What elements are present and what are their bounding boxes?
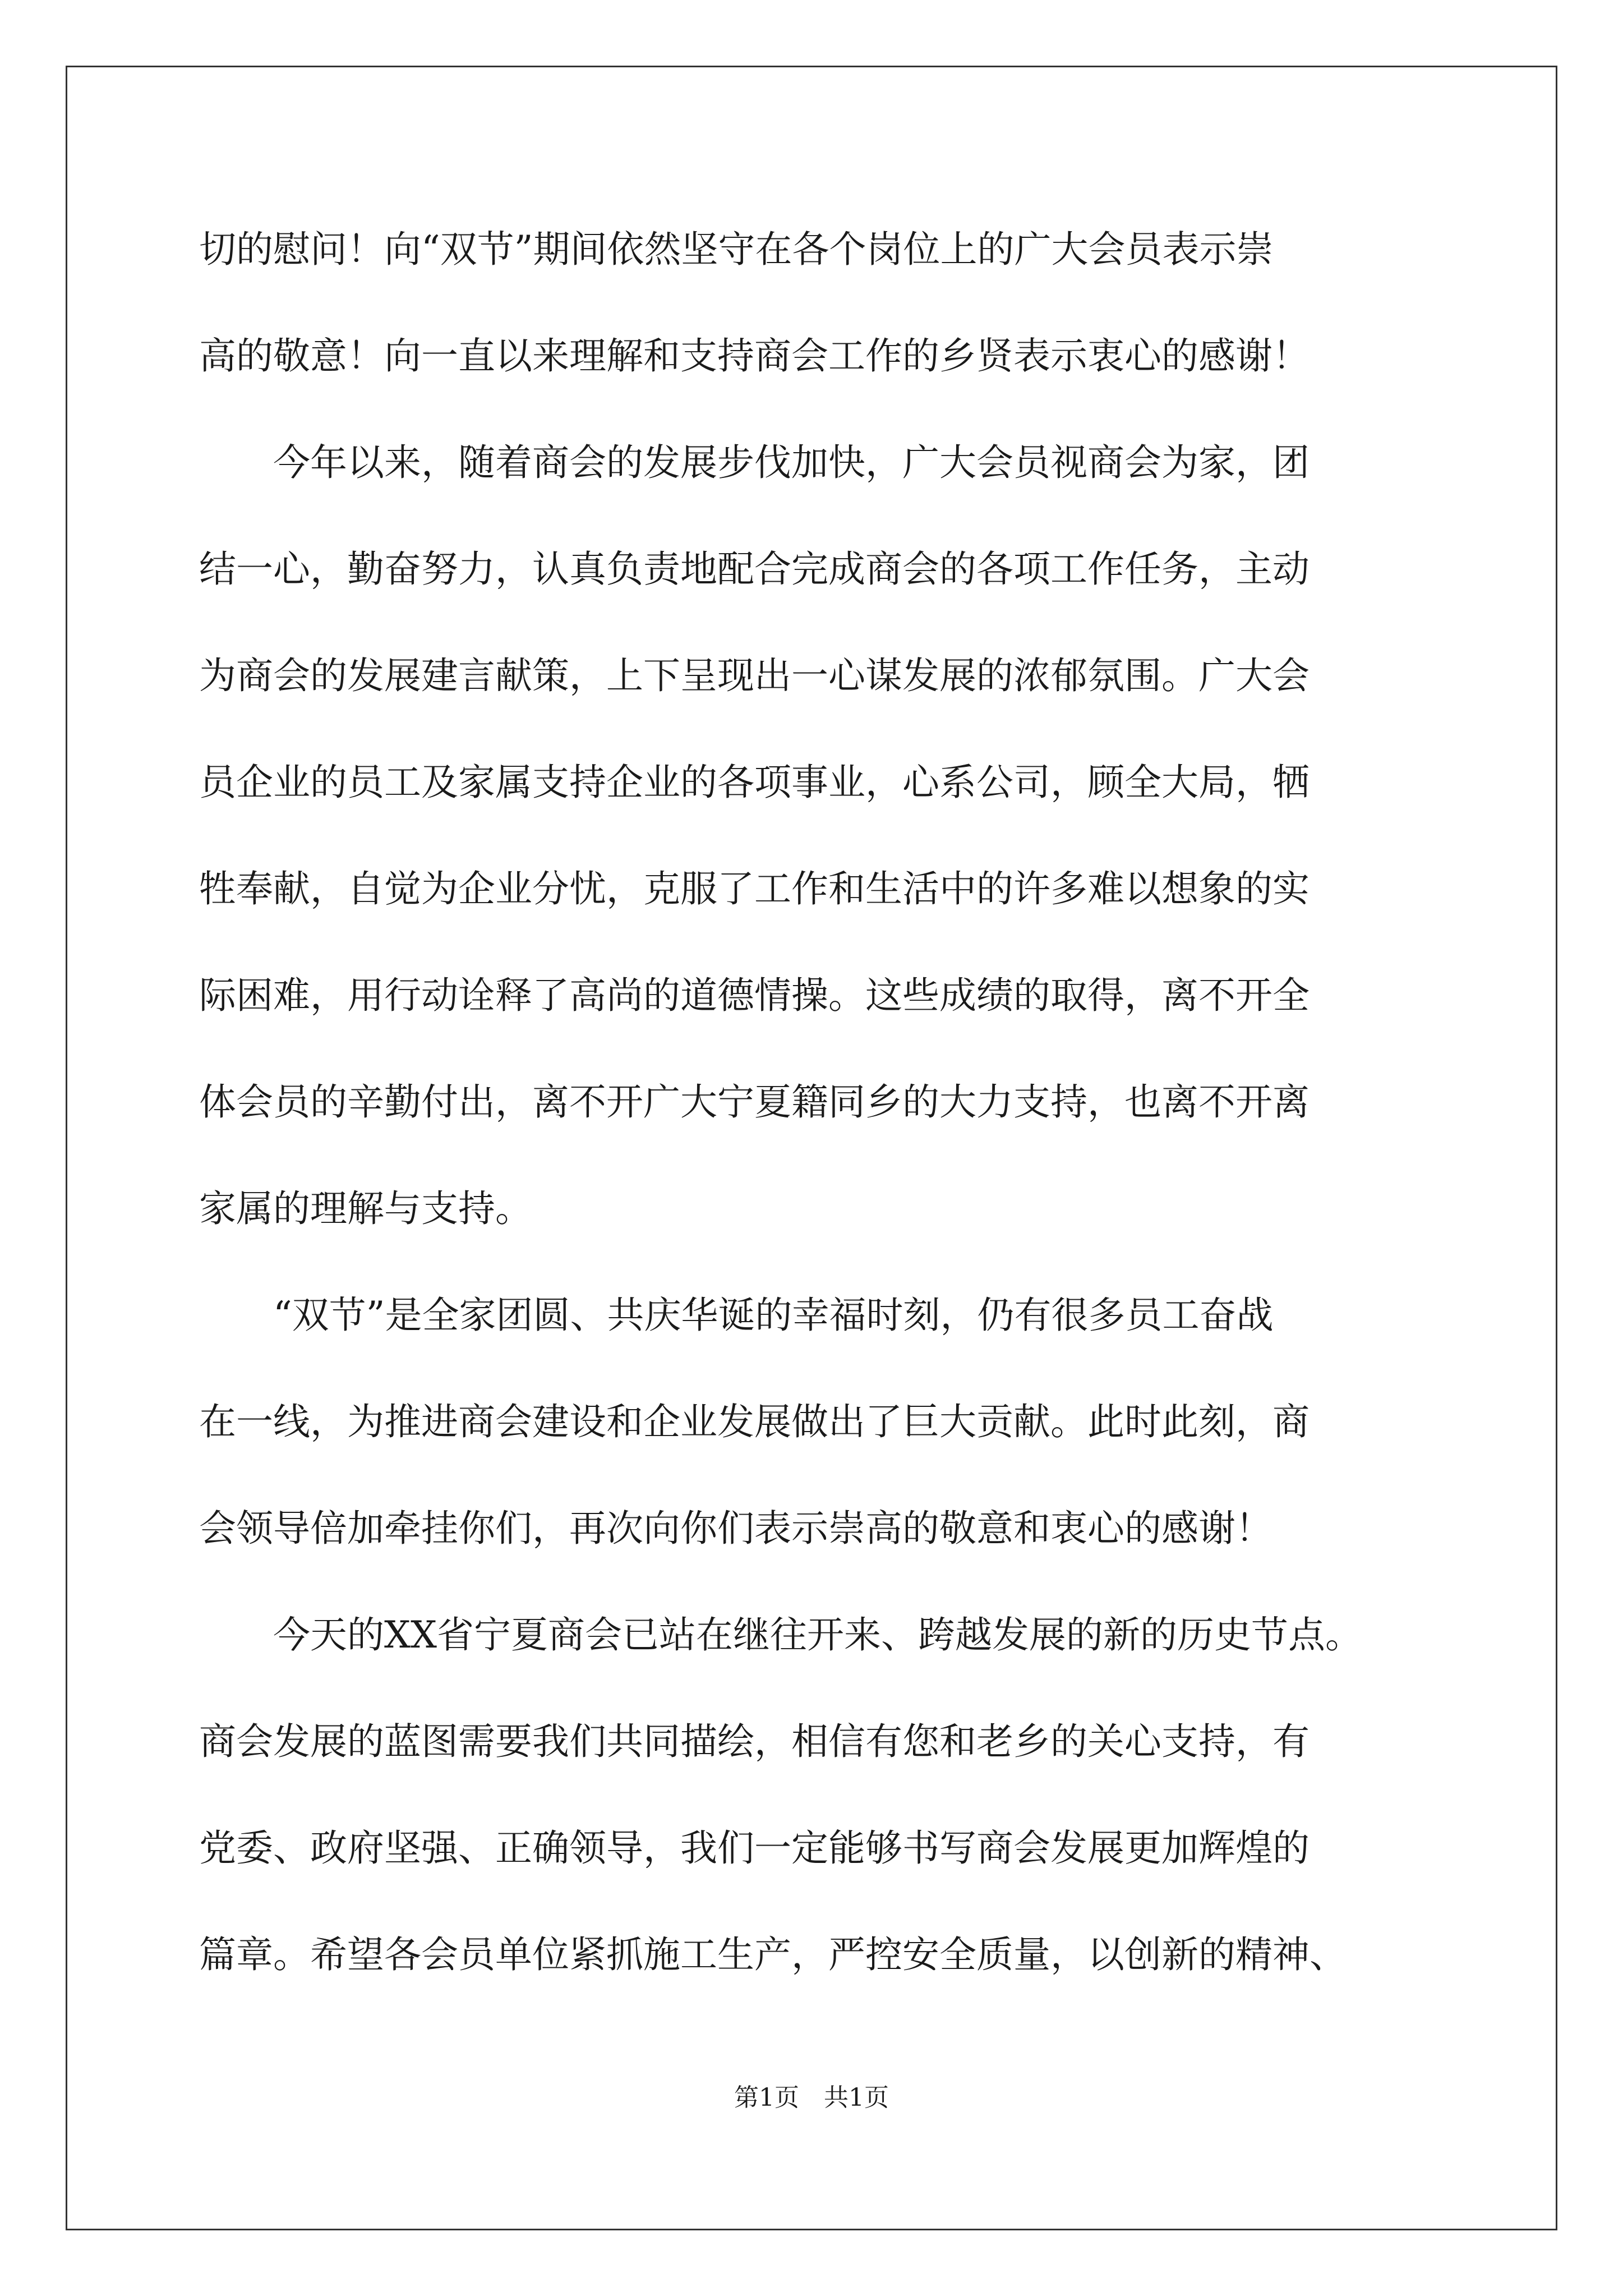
text-line: 切的慰问！向“双节”期间依然坚守在各个岗位上的广大会员表示崇	[199, 228, 1274, 271]
text-line: 商会发展的蓝图需要我们共同描绘，相信有您和老乡的关心支持，有	[199, 1720, 1310, 1763]
text-line: 结一心，勤奋努力，认真负责地配合完成商会的各项工作任务，主动	[199, 547, 1310, 591]
text-line: 党委、政府坚强、正确领导，我们一定能够书写商会发展更加辉煌的	[199, 1826, 1310, 1870]
text-line: 员企业的员工及家属支持企业的各项事业，心系公司，顾全大局，牺	[199, 761, 1310, 804]
text-line: 家属的理解与支持。	[199, 1187, 532, 1230]
text-line: 体会员的辛勤付出，离不开广大宁夏籍同乡的大力支持，也离不开离	[199, 1080, 1310, 1124]
text-line: 会领导倍加牵挂你们，再次向你们表示崇高的敬意和衷心的感谢！	[199, 1507, 1272, 1550]
text-line: 际困难，用行动诠释了高尚的道德情操。这些成绩的取得，离不开全	[199, 974, 1310, 1017]
text-line: 高的敬意！向一直以来理解和支持商会工作的乡贤表示衷心的感谢！	[199, 334, 1310, 378]
text-line: 牲奉献，自觉为企业分忧，克服了工作和生活中的许多难以想象的实	[199, 867, 1310, 910]
text-line: 篇章。希望各会员单位紧抓施工生产，严控安全质量，以创新的精神、	[199, 1933, 1347, 1976]
text-line: 为商会的发展建言献策，上下呈现出一心谋发展的浓郁氛围。广大会	[199, 654, 1310, 697]
text-line: 在一线，为推进商会建设和企业发展做出了巨大贡献。此时此刻，商	[199, 1400, 1310, 1443]
text-line: 今天的XX省宁夏商会已站在继往开来、跨越发展的新的历史节点。	[199, 1613, 1362, 1657]
document-body	[199, 213, 1425, 2025]
text-line: 今年以来，随着商会的发展步伐加快，广大会员视商会为家，团	[199, 441, 1310, 484]
page-number: 第1页 共1页	[734, 2083, 889, 2112]
text-line: “双节”是全家团圆、共庆华诞的幸福时刻，仍有很多员工奋战	[199, 1294, 1274, 1337]
